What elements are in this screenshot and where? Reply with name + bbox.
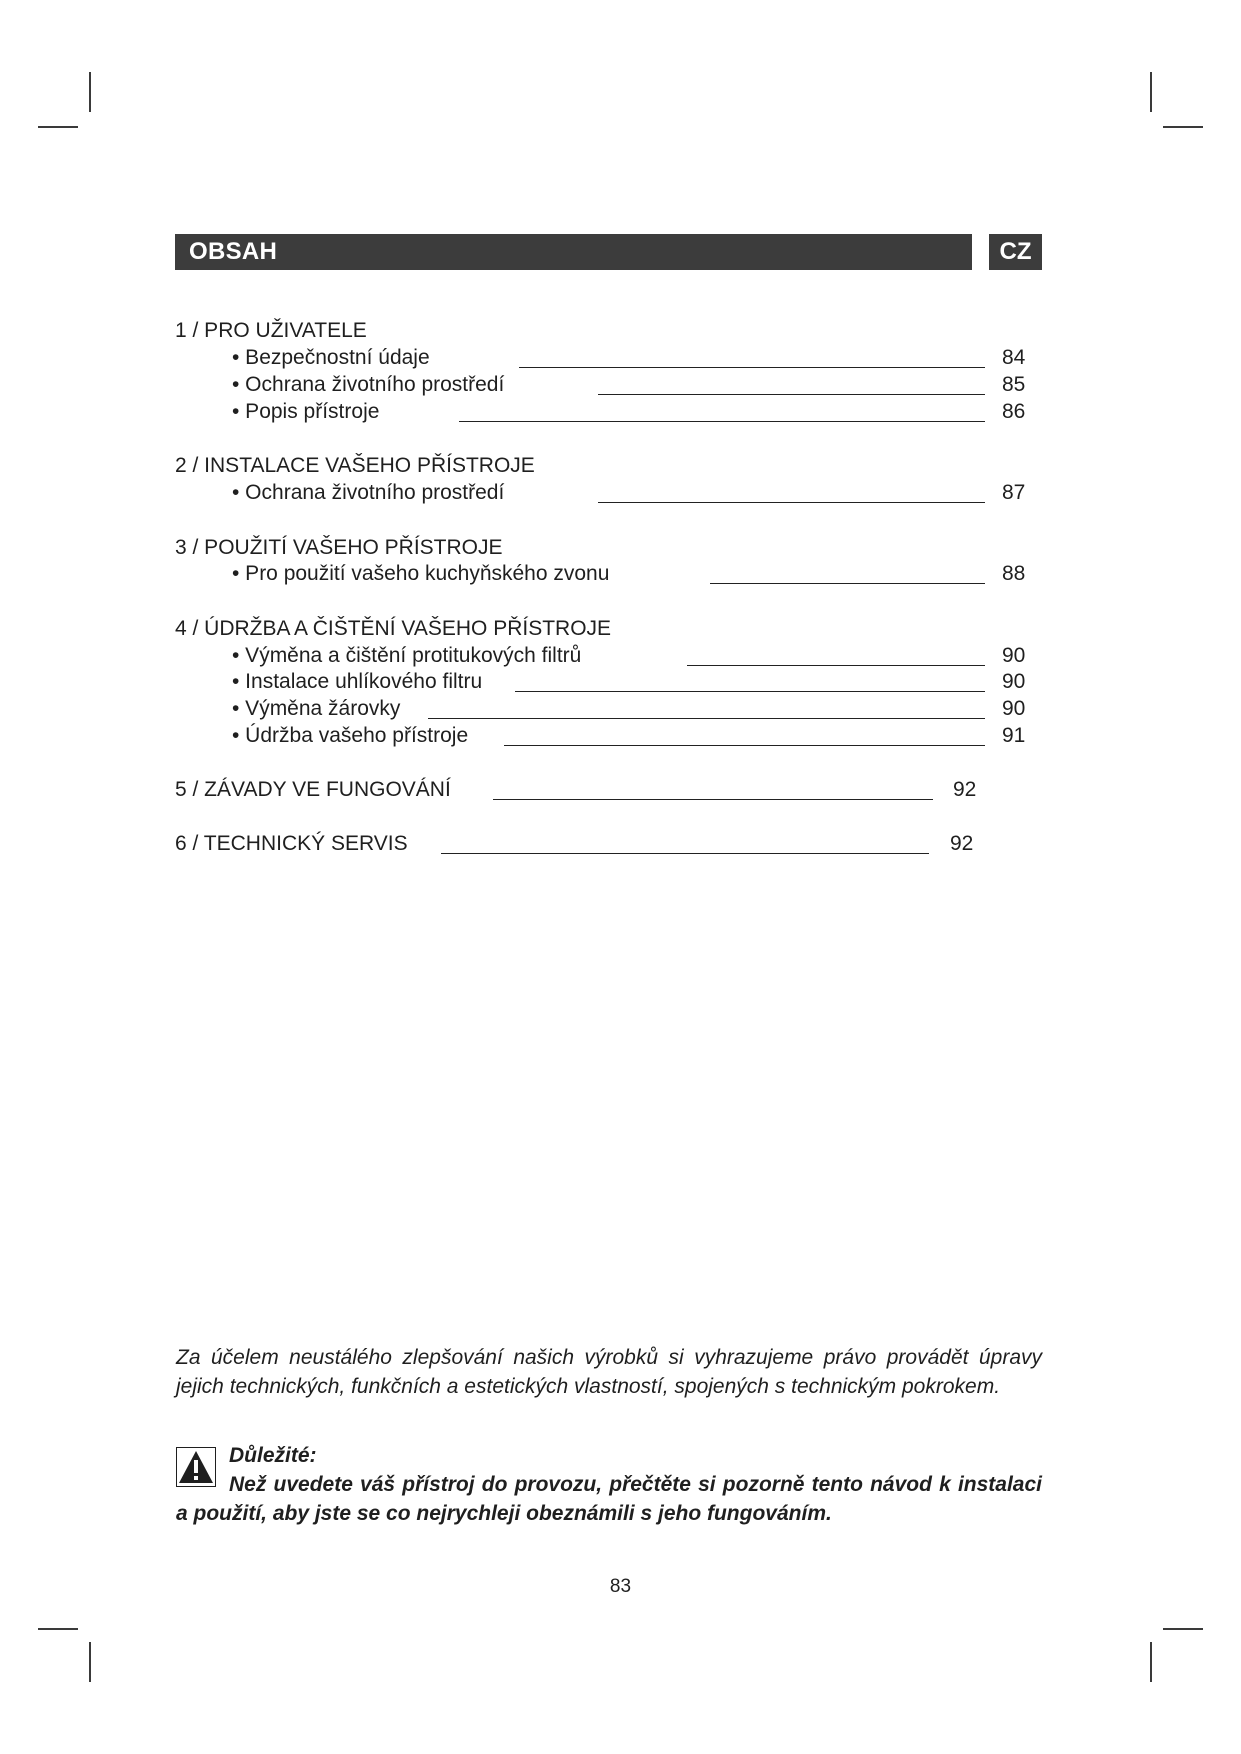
language-badge: CZ: [989, 234, 1042, 270]
page-number: 83: [609, 1576, 632, 1597]
toc-entry-label: • Údržba vašeho přístroje: [232, 724, 469, 747]
toc-entry-page: 87: [1002, 481, 1026, 504]
toc-entry-label: • Výměna žárovky: [232, 697, 401, 720]
toc-entry-page: 91: [1002, 724, 1026, 747]
toc-entry[interactable]: [232, 643, 1032, 669]
toc-entry[interactable]: [232, 480, 1032, 506]
toc-entry-label: • Pro použití vašeho kuchyňského zvonu: [232, 562, 610, 585]
important-text: Než uvedete váš přístroj do provozu, přečtěte si pozorně tento návod k instalaci a použití, aby jste se co nejrychleji obeznámili s jeho fungováním.: [176, 1473, 1042, 1525]
toc-entry[interactable]: [232, 723, 1032, 749]
toc-section-title: 2 / INSTALACE VAŠEHO PŘÍSTROJE: [175, 454, 535, 477]
toc-entry-page: 90: [1002, 644, 1026, 667]
toc-entry-label: • Instalace uhlíkového filtru: [232, 670, 483, 693]
toc-leader-line: [598, 502, 985, 503]
toc-entry-page: 88: [1002, 562, 1026, 585]
toc-entry-page: 90: [1002, 697, 1026, 720]
toc-section-title: 3 / POUŽITÍ VAŠEHO PŘÍSTROJE: [175, 536, 503, 559]
table-of-contents: [175, 0, 1075, 900]
toc-entry[interactable]: [232, 561, 1032, 587]
toc-entry[interactable]: [175, 777, 995, 803]
toc-section-title: 4 / ÚDRŽBA A ČIŠTĚNÍ VAŠEHO PŘÍSTROJE: [175, 617, 612, 640]
crop-mark: [1163, 1628, 1203, 1630]
crop-mark: [1163, 126, 1203, 128]
crop-mark: [38, 1628, 78, 1630]
crop-mark: [38, 126, 78, 128]
page-title: OBSAH: [175, 234, 972, 270]
crop-mark: [1150, 1642, 1152, 1682]
toc-leader-line: [687, 665, 985, 666]
toc-section-title: 5 / ZÁVADY VE FUNGOVÁNÍ: [175, 778, 451, 801]
crop-mark: [89, 72, 91, 112]
toc-leader-line: [441, 853, 929, 854]
toc-entry-page: 90: [1002, 670, 1026, 693]
toc-entry-page: 85: [1002, 373, 1026, 396]
toc-entry[interactable]: [232, 345, 1032, 371]
toc-entry-label: • Bezpečnostní údaje: [232, 346, 430, 369]
crop-mark: [1150, 72, 1152, 112]
toc-entry-page: 92: [953, 778, 977, 801]
toc-leader-line: [515, 691, 985, 692]
toc-entry-page: 84: [1002, 346, 1026, 369]
toc-entry[interactable]: [232, 372, 1032, 398]
crop-mark: [89, 1642, 91, 1682]
toc-leader-line: [710, 583, 985, 584]
toc-entry[interactable]: [175, 831, 995, 857]
toc-section-title: 6 / TECHNICKÝ SERVIS: [175, 832, 408, 855]
toc-entry-page: 86: [1002, 400, 1026, 423]
toc-leader-line: [598, 394, 985, 395]
disclaimer-text: Za účelem neustálého zlepšování našich výrobků si vyhrazujeme právo provádět úpravy jejich technických, funkčních a estetických vlastností, spojených s technickým pokrokem.: [176, 1346, 1042, 1398]
toc-leader-line: [519, 367, 985, 368]
toc-entry-label: • Popis přístroje: [232, 400, 380, 423]
toc-leader-line: [504, 745, 985, 746]
toc-entry[interactable]: [232, 399, 1032, 425]
toc-entry-label: • Ochrana životního prostředí: [232, 373, 505, 396]
toc-leader-line: [428, 718, 985, 719]
toc-entry[interactable]: [232, 669, 1032, 695]
toc-section-title: 1 / PRO UŽIVATELE: [175, 319, 367, 342]
toc-entry-label: • Výměna a čištění protitukových filtrů: [232, 644, 582, 667]
toc-leader-line: [459, 421, 985, 422]
toc-leader-line: [493, 799, 933, 800]
toc-entry-page: 92: [950, 832, 974, 855]
toc-entry[interactable]: [232, 696, 1032, 722]
important-heading: Důležité:: [229, 1444, 317, 1467]
toc-entry-label: • Ochrana životního prostředí: [232, 481, 505, 504]
